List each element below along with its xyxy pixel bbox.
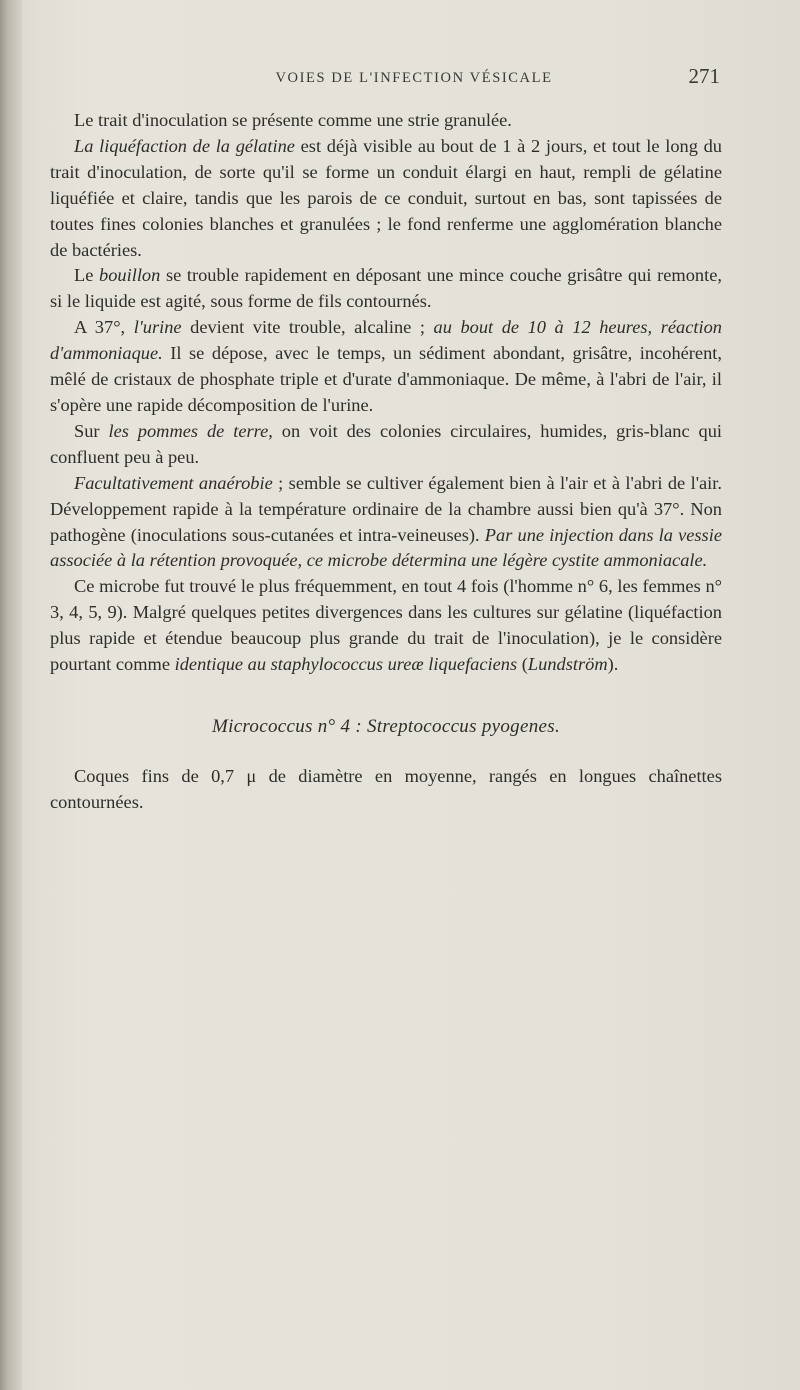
italic-phrase: Facultativement anaérobie	[74, 472, 273, 493]
section-title: Micrococcus n° 4 : Streptococcus pyogenes.	[211, 715, 560, 737]
paragraph-text: devient vite trouble, alcaline ;	[181, 317, 434, 338]
paragraph-text: se trouble rapidement en déposant une mince couche grisâtre qui remonte, si le liquide est agité, sous forme de fils contournés.	[50, 265, 722, 312]
page-number: 271	[688, 64, 720, 88]
italic-phrase: identique au staphylococcus ureæ liquefaciens	[174, 654, 518, 675]
paragraph-text: Il se dépose, avec le temps, un sédiment abondant, grisâtre, incohérent, mêlé de cristaux de phosphate triple et d'urate d'ammoniaque. De même, à l'abri de l'air, il s'opère une rapide décomposition de l'urine.	[50, 343, 722, 415]
paragraph-anaerobie	[50, 471, 722, 575]
italic-author: Lundström	[527, 654, 608, 675]
paragraph-text: Coques fins de 0,7 μ de diamètre en moyenne, rangés en longues chaînettes contournées.	[50, 765, 722, 812]
paragraph-liquefaction	[50, 134, 722, 264]
running-head: VOIES DE L'INFECTION VÉSICALE	[275, 70, 553, 86]
italic-phrase: La liquéfaction de la gélatine	[74, 135, 295, 156]
italic-phrase: les pommes de terre	[108, 420, 269, 441]
paragraph-text: Le trait d'inoculation se présente comme une strie granulée.	[74, 110, 512, 130]
italic-phrase: bouillon	[99, 265, 161, 286]
paragraph-urine	[50, 315, 722, 419]
paragraph-trait-inoculation	[50, 108, 722, 134]
paragraph-coques	[50, 764, 722, 816]
paragraph-text: A 37°,	[74, 317, 134, 338]
page-body	[50, 108, 722, 816]
paragraph-text: ).	[607, 654, 619, 675]
page-header	[108, 64, 720, 100]
italic-phrase: au bout de 10 à 12 heures, réaction d'ammoniaque.	[50, 317, 722, 364]
italic-phrase: Par une injection dans la vessie associée à la rétention provoquée, ce microbe détermina une légère cystite ammoniacale.	[50, 524, 722, 571]
italic-phrase: l'urine	[133, 317, 182, 338]
paragraph-text: Sur	[74, 420, 109, 441]
paragraph-text: , on voit des colonies circulaires, humides, gris-blanc qui confluent peu à peu.	[50, 420, 722, 467]
paragraph-microbe-frequence	[50, 574, 722, 678]
paragraph-bouillon	[50, 263, 722, 315]
paragraph-text: (	[517, 654, 528, 675]
paragraph-pommes-de-terre	[50, 419, 722, 471]
paragraph-text: est déjà visible au bout de 1 à 2 jours, et tout le long du trait d'inoculation, de sorte qu'il se forme un conduit élargi en haut, rempli de gélatine liquéfiée et claire, tandis que les parois de ce conduit, surtout en bas, sont tapissées de toutes fines colonies blanches et granulées ; le fond renferme une agglomération blanche de bactéries.	[50, 135, 722, 260]
paragraph-text: ; semble se cultiver également bien à l'air et à l'abri de l'air. Développement rapide à la température ordinaire de la chambre aussi bien qu'à 37°. Non pathogène (inoculations sous-cutanées et intra-veineuses).	[50, 472, 722, 545]
paragraph-text: Ce microbe fut trouvé le plus fréquemment, en tout 4 fois (l'homme n° 6, les femmes n° 3, 4, 5, 9). Malgré quelques petites divergences dans les cultures sur gélatine (liquéfaction plus rapide et étendue beaucoup plus grande du trait de l'inoculation), je le considère pourtant comme	[50, 576, 722, 675]
paragraph-text: Le	[74, 265, 100, 286]
page-binding-shadow	[0, 0, 22, 1390]
